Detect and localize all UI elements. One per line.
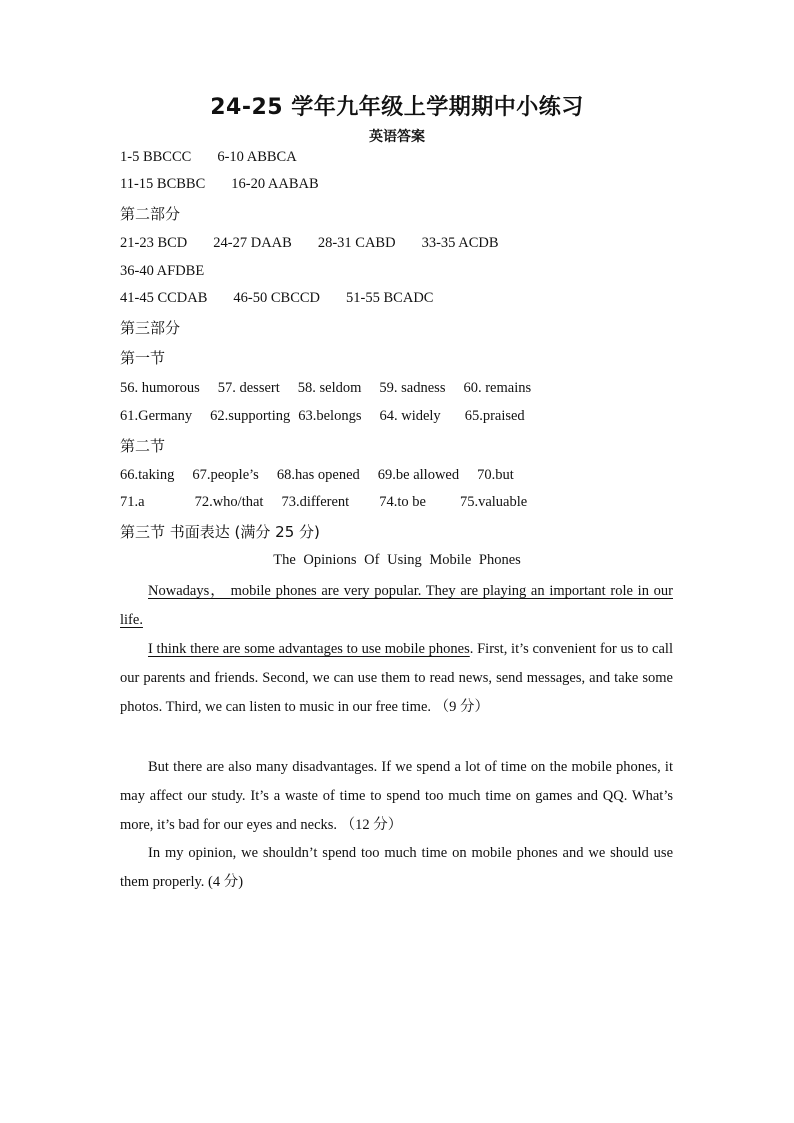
answer-group: 6-10 ABBCA xyxy=(217,149,297,165)
answer-item: 71.a xyxy=(120,494,145,510)
answer-item: 73.different xyxy=(281,494,350,510)
essay-paragraph-1 xyxy=(120,577,673,635)
answer-item: 68.has opened xyxy=(276,467,360,483)
answer-item: 62.supporting xyxy=(210,408,291,424)
page-subtitle: 英语答案 xyxy=(369,129,425,145)
answer-group: 28-31 CABD xyxy=(317,235,396,251)
answer-group: 36-40 AFDBE xyxy=(120,263,205,279)
section2-heading: 第二节 xyxy=(120,437,166,455)
part2-heading: 第二部分 xyxy=(120,205,181,223)
answer-group: 11-15 BCBBC xyxy=(120,176,206,192)
answer-row-66-70 xyxy=(120,467,540,484)
answer-item: 61.Germany xyxy=(120,408,193,424)
essay-paragraph-4: In my opinion, we shouldn’t spend too much time on mobile phones and we should use them properly. (4 分) xyxy=(120,845,673,890)
answer-row-61-65 xyxy=(120,408,551,425)
answer-row-36-40 xyxy=(120,263,230,280)
section1-heading: 第一节 xyxy=(120,349,166,367)
answer-group: 51-55 BCADC xyxy=(346,290,434,306)
answer-item: 64. widely xyxy=(379,408,441,424)
answer-group: 1-5 BBCCC xyxy=(120,149,192,165)
answer-item: 72.who/that xyxy=(194,494,264,510)
essay-paragraph-3: But there are also many disadvantages. If we spend a lot of time on the mobile phones, it may affect our study. It’s a waste of time to spend too much time on games and QQ. What’s more, it’s bad for our eyes and necks. （12 分） xyxy=(120,759,673,833)
answer-item: 74.to be xyxy=(379,494,426,510)
page-title: 24-25 学年九年级上学期期中小练习 xyxy=(210,95,584,120)
answer-row-71-75 xyxy=(120,494,553,511)
answer-item: 57. dessert xyxy=(217,380,280,396)
answer-group: 21-23 BCD xyxy=(120,235,188,251)
section3-heading: 第三节 书面表达 (满分 25 分) xyxy=(120,523,320,541)
answer-item: 66.taking xyxy=(120,467,175,483)
answer-item: 59. sadness xyxy=(379,380,446,396)
answer-item: 60. remains xyxy=(463,380,532,396)
answer-row-1-10 xyxy=(120,149,323,166)
essay-intro-underlined: Nowadays， mobile phones are very popular. They are playing an important role in our life. xyxy=(120,583,673,628)
answer-row-11-20 xyxy=(120,176,345,193)
answer-group: 24-27 DAAB xyxy=(213,235,292,251)
answer-item: 70.but xyxy=(477,467,514,483)
answer-row-56-60 xyxy=(120,380,557,397)
answer-item: 67.people’s xyxy=(192,467,259,483)
answer-item: 65.praised xyxy=(464,408,525,424)
essay-title: The Opinions Of Using Mobile Phones xyxy=(273,552,521,568)
answer-item: 75.valuable xyxy=(459,494,528,510)
part3-heading: 第三部分 xyxy=(120,319,181,337)
essay-paragraph-2 xyxy=(120,635,673,722)
answer-group: 41-45 CCDAB xyxy=(120,290,208,306)
answer-row-41-55 xyxy=(120,290,459,307)
answer-item: 69.be allowed xyxy=(377,467,460,483)
essay-paragraph-2-text: . First, it’s convenient for us to call our parents and friends. Second, we can use them to read news, send messages, and take some photos. Third, we can listen to music in our free time. （9 分） xyxy=(120,641,673,715)
essay-thesis-underlined: I think there are some advantages to use mobile phones xyxy=(148,641,470,657)
answer-item: 56. humorous xyxy=(120,380,200,396)
answer-group: 16-20 AABAB xyxy=(231,176,319,192)
answer-row-21-35 xyxy=(120,235,525,252)
answer-item: 63.belongs xyxy=(298,408,362,424)
answer-item: 58. seldom xyxy=(297,380,362,396)
answer-group: 46-50 CBCCD xyxy=(233,290,321,306)
answer-group: 33-35 ACDB xyxy=(421,235,499,251)
